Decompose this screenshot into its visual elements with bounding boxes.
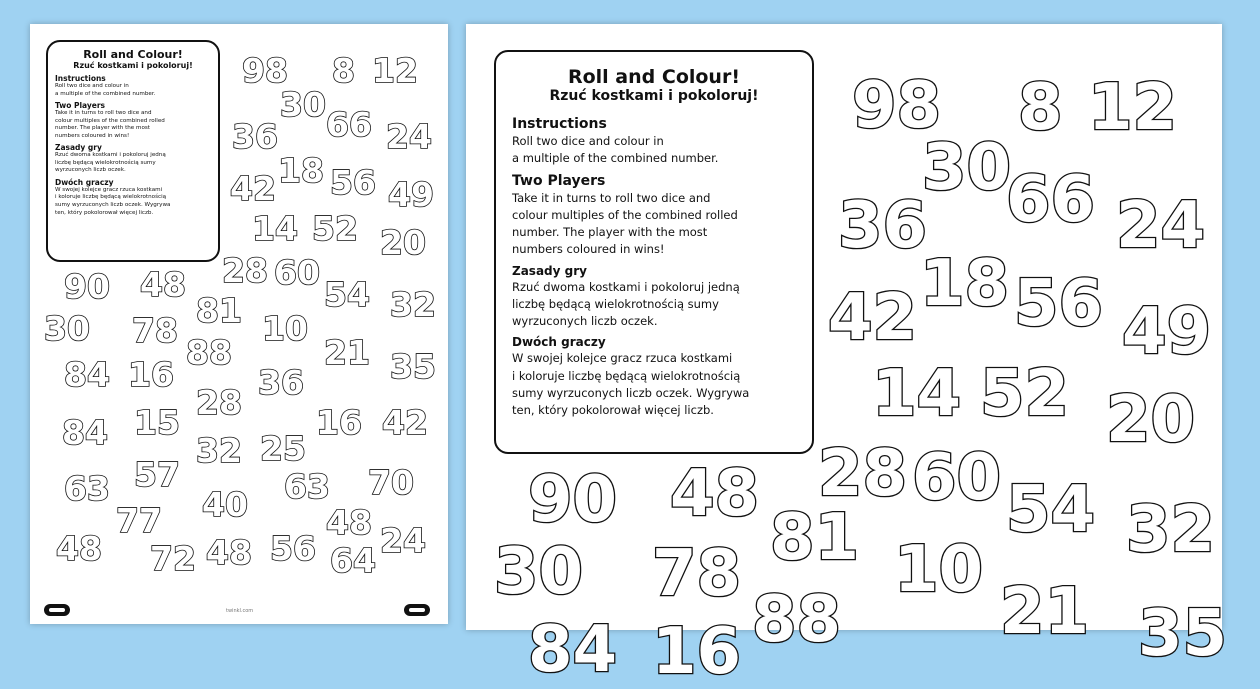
dwoch-text: W swojej kolejce gracz rzuca kostkami (512, 351, 733, 366)
outline-number: 32 (196, 431, 242, 470)
outline-number: 77 (116, 501, 162, 540)
dwoch-text: i koloruje liczbę będącą wielokrotnością (512, 368, 741, 383)
outline-number: 56 (330, 163, 376, 202)
outline-number: 10 (894, 533, 984, 607)
outline-number: 57 (134, 455, 180, 494)
outline-number: 48 (326, 503, 372, 542)
outline-number: 60 (912, 441, 1002, 515)
outline-number: 60 (274, 253, 320, 292)
two-players-text: Take it in turns to roll two dice and (512, 190, 711, 205)
outline-number: 42 (828, 281, 918, 355)
zasady-heading: Zasady gry (55, 143, 102, 153)
outline-number: 81 (770, 501, 860, 575)
instructions-heading: Instructions (55, 74, 106, 83)
outline-number: 84 (62, 413, 108, 452)
outline-number: 52 (980, 357, 1070, 431)
outline-number: 28 (196, 383, 242, 422)
outline-number: 88 (752, 583, 842, 657)
zasady-heading: Zasady gry (512, 263, 587, 278)
outline-number: 66 (1006, 163, 1096, 237)
outline-number: 24 (386, 117, 432, 156)
outline-number: 14 (872, 357, 962, 431)
outline-number: 8 (1018, 71, 1063, 145)
outline-number: 12 (372, 51, 418, 90)
outline-number: 52 (312, 209, 358, 248)
outline-number: 18 (920, 247, 1010, 321)
dwoch-heading: Dwóch graczy (512, 335, 606, 350)
outline-number: 63 (64, 469, 110, 508)
outline-number: 64 (330, 541, 376, 580)
outline-number: 63 (284, 467, 330, 506)
outline-number: 35 (390, 347, 436, 386)
two-players-heading: Two Players (55, 101, 106, 111)
outline-number: 30 (494, 535, 584, 609)
outline-number: 18 (278, 151, 324, 190)
instructions-heading: Instructions (512, 116, 607, 132)
outline-number: 84 (528, 613, 618, 687)
worksheet-title: Roll and Colour! (567, 66, 740, 88)
outline-number: 49 (1122, 295, 1212, 369)
worksheet-subtitle: Rzuć kostkami i pokoloruj! (549, 88, 759, 104)
outline-number: 21 (324, 333, 370, 372)
two-players-heading: Two Players (512, 172, 606, 189)
zasady-text: liczbę będącą wielokrotnością sumy (512, 296, 719, 311)
outline-number: 36 (258, 363, 304, 402)
zasady-text: wyrzuconych liczb oczek. (512, 314, 658, 328)
outline-number: 15 (134, 403, 180, 442)
outline-number: 30 (922, 131, 1012, 205)
outline-number: 48 (670, 457, 760, 531)
outline-number: 32 (1126, 493, 1216, 567)
outline-number: 28 (222, 251, 268, 290)
outline-number: 28 (818, 437, 908, 511)
outline-number: 32 (390, 285, 436, 324)
instructions-box (494, 50, 814, 454)
zasady-text: liczbę będącą wielokrotnością sumy (55, 159, 156, 166)
outline-number: 49 (388, 175, 434, 214)
outline-number: 24 (380, 521, 426, 560)
dwoch-heading: Dwóch graczy (55, 177, 114, 187)
outline-number: 16 (652, 615, 742, 689)
worksheet-preview-small (30, 24, 448, 624)
outline-number: 90 (64, 267, 110, 306)
outline-number: 40 (202, 485, 248, 524)
twinkl-logo-left (44, 604, 70, 616)
outline-number: 78 (652, 537, 742, 611)
footer-text: twinkl.com (226, 608, 254, 614)
outline-number: 54 (1006, 473, 1096, 547)
outline-number: 98 (242, 51, 288, 90)
outline-number: 30 (280, 85, 326, 124)
outline-number: 48 (56, 529, 102, 568)
two-players-text: Take it in turns to roll two dice and (55, 110, 152, 117)
outline-number: 24 (1116, 189, 1206, 263)
outline-number: 35 (1138, 597, 1228, 671)
outline-number: 42 (230, 169, 276, 208)
outline-number: 16 (316, 403, 362, 442)
outline-number: 78 (132, 311, 178, 350)
zasady-text: wyrzuconych liczb oczek. (55, 167, 126, 174)
two-players-text: number. The player with the most (55, 125, 151, 132)
outline-number: 54 (324, 275, 370, 314)
twinkl-logo-right (404, 604, 430, 616)
worksheet-subtitle: Rzuć kostkami i pokoloruj! (73, 61, 193, 70)
outline-number: 70 (368, 463, 414, 502)
outline-number: 48 (206, 533, 252, 572)
outline-number: 90 (528, 463, 618, 537)
outline-number: 66 (326, 105, 372, 144)
two-players-text: numbers coloured in wins! (55, 132, 130, 139)
outline-number: 36 (232, 117, 278, 156)
dwoch-text: sumy wyrzuconych liczb oczek. Wygrywa (55, 202, 171, 209)
outline-number: 20 (1106, 383, 1196, 457)
worksheet-preview-zoomed (466, 24, 1228, 689)
instructions-text: a multiple of the combined number. (512, 151, 719, 166)
outline-number: 14 (252, 209, 298, 248)
dwoch-text: i koloruje liczbę będącą wielokrotnością (55, 194, 167, 201)
outline-number: 42 (382, 403, 428, 442)
zasady-text: Rzuć dwoma kostkami i pokoloruj jedną (55, 152, 166, 159)
two-players-text: colour multiples of the combined rolled (512, 207, 738, 222)
outline-number: 88 (186, 333, 232, 372)
outline-number: 56 (270, 529, 316, 568)
dwoch-text: ten, który pokolorował więcej liczb. (55, 209, 154, 216)
outline-number: 25 (260, 429, 306, 468)
outline-number: 84 (64, 355, 110, 394)
instructions-box (46, 40, 220, 262)
outline-number: 12 (1088, 71, 1178, 145)
two-players-text: number. The player with the most (512, 225, 708, 239)
outline-number: 10 (262, 309, 308, 348)
two-players-text: colour multiples of the combined rolled (55, 117, 165, 124)
dwoch-text: ten, który pokolorował więcej liczb. (512, 403, 714, 417)
outline-number: 20 (380, 223, 426, 262)
zasady-text: Rzuć dwoma kostkami i pokoloruj jedną (512, 279, 740, 294)
outline-number: 30 (44, 309, 90, 348)
outline-number: 36 (838, 189, 928, 263)
instructions-text: a multiple of the combined number. (55, 90, 156, 97)
two-players-text: numbers coloured in wins! (512, 242, 665, 257)
dwoch-text: sumy wyrzuconych liczb oczek. Wygrywa (512, 385, 750, 400)
worksheet-title: Roll and Colour! (83, 48, 183, 61)
outline-number: 21 (1000, 575, 1090, 649)
outline-number: 56 (1014, 267, 1104, 341)
outline-number: 72 (150, 539, 196, 578)
outline-number: 48 (140, 265, 186, 304)
instructions-text: Roll two dice and colour in (55, 83, 129, 89)
outline-number: 8 (332, 51, 355, 90)
outline-number: 98 (852, 69, 942, 143)
outline-number: 81 (196, 291, 242, 330)
outline-number: 16 (128, 355, 174, 394)
dwoch-text: W swojej kolejce gracz rzuca kostkami (55, 186, 163, 193)
instructions-text: Roll two dice and colour in (512, 134, 664, 148)
